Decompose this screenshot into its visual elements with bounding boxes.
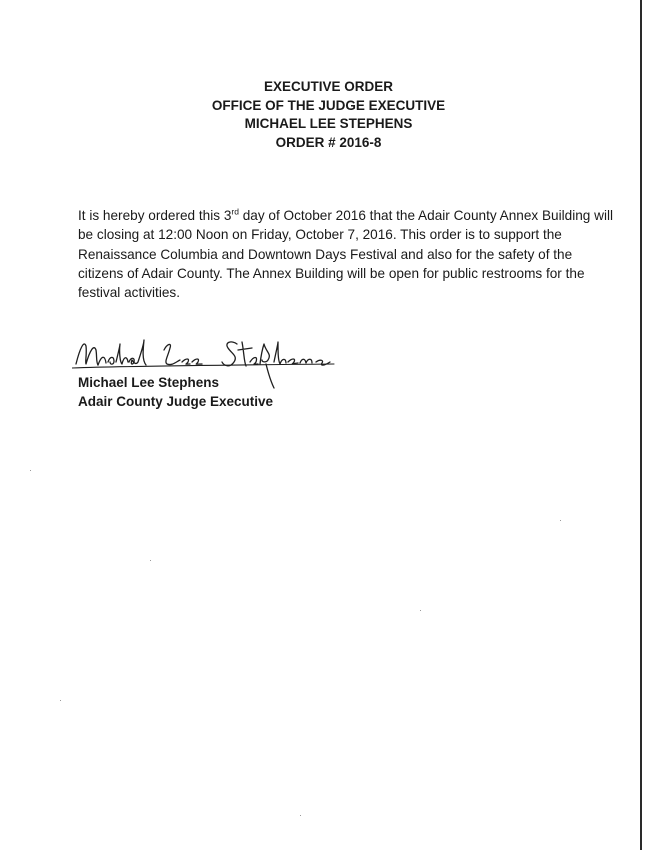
signer-title: Adair County Judge Executive <box>78 394 274 409</box>
document-header <box>0 78 657 152</box>
signer-block <box>78 373 273 411</box>
ordinal-suffix: rd <box>231 206 239 217</box>
header-office: OFFICE OF THE JUDGE EXECUTIVE <box>211 97 446 113</box>
header-official-name: MICHAEL LEE STEPHENS <box>244 116 413 131</box>
scan-speck <box>560 520 561 521</box>
scan-speck <box>420 610 421 611</box>
body-intro: It is hereby ordered this 3 <box>78 208 232 223</box>
header-title: EXECUTIVE ORDER <box>263 79 394 94</box>
scan-speck <box>150 560 151 561</box>
scan-speck <box>60 700 61 701</box>
body-text: day of October 2016 that the Adair County Annex Building will be closing at 12:00 Noon on Friday, October 7, 2016. This order is to support the Renaissance Columbia and Downtown Days Festival and also for the safety of the citizens of Adair County. The Annex Building will be open for public restrooms for the festival activities. <box>78 208 614 301</box>
scan-speck <box>300 815 301 816</box>
header-order-number: ORDER # 2016-8 <box>275 134 382 150</box>
scan-speck <box>30 470 31 471</box>
signer-name: Michael Lee Stephens <box>78 375 220 390</box>
order-body-paragraph <box>78 206 618 302</box>
